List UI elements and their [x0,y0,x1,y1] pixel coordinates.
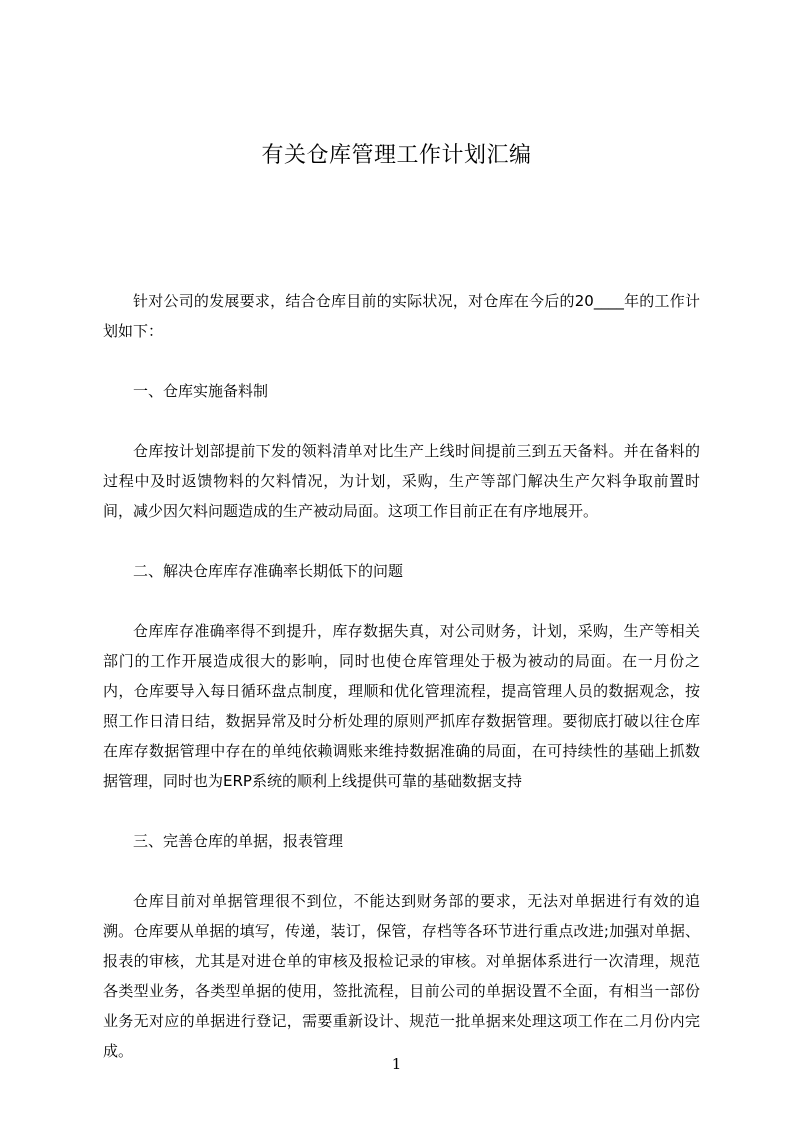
section-heading-3: 三、完善仓库的单据，报表管理 [133,832,344,850]
document-body [103,286,700,1096]
section-paragraph-3: 仓库目前对单据管理很不到位，不能达到财务部的要求，无法对单据进行有效的追溯。仓库要从单据的填写，传递，装订，保管，存档等各环节进行重点改进;加强对单据、报表的审核，尤其是对进仓单的审核及报检记录的审核。对单据体系进行一次清理，规范各类型业务，各类型单据的使用，签批流程，目前公司的单据设置不全面，有相当一部份业务无对应的单据进行登记，需要重新设计、规范一批单据来处理这项工作在二月份内完成。 [103,892,700,1060]
section-heading-1: 一、仓库实施备料制 [133,382,269,400]
section-paragraph-2: 仓库库存准确率得不到提升，库存数据失真，对公司财务，计划，采购，生产等相关部门的工作开展造成很大的影响，同时也使仓库管理处于极为被动的局面。在一月份之内，仓库要导入每日循环盘点制度，理顺和优化管理流程，提高管理人员的数据观念，按照工作日清日结，数据异常及时分析处理的原则严抓库存数据管理。要彻底打破以往仓库在库存数据管理中存在的单纯依赖调账来维持数据准确的局面，在可持续性的基础上抓数据管理，同时也为ERP系统的顺利上线提供可靠的基础数据支持 [103,622,700,790]
document-title: 有关仓库管理工作计划汇编 [261,143,532,168]
page-number: 1 [391,1055,402,1073]
intro-paragraph: 针对公司的发展要求，结合仓库目前的实际状况，对仓库在今后的20____年的工作计划如下： [103,292,700,340]
section-heading-2: 二、解决仓库库存准确率长期低下的问题 [133,562,404,580]
section-paragraph-1: 仓库按计划部提前下发的领料清单对比生产上线时间提前三到五天备料。并在备料的过程中及时返馈物料的欠料情况，为计划，采购，生产等部门解决生产欠料争取前置时间，减少因欠料问题造成的生产被动局面。这项工作目前正在有序地展开。 [103,442,700,520]
